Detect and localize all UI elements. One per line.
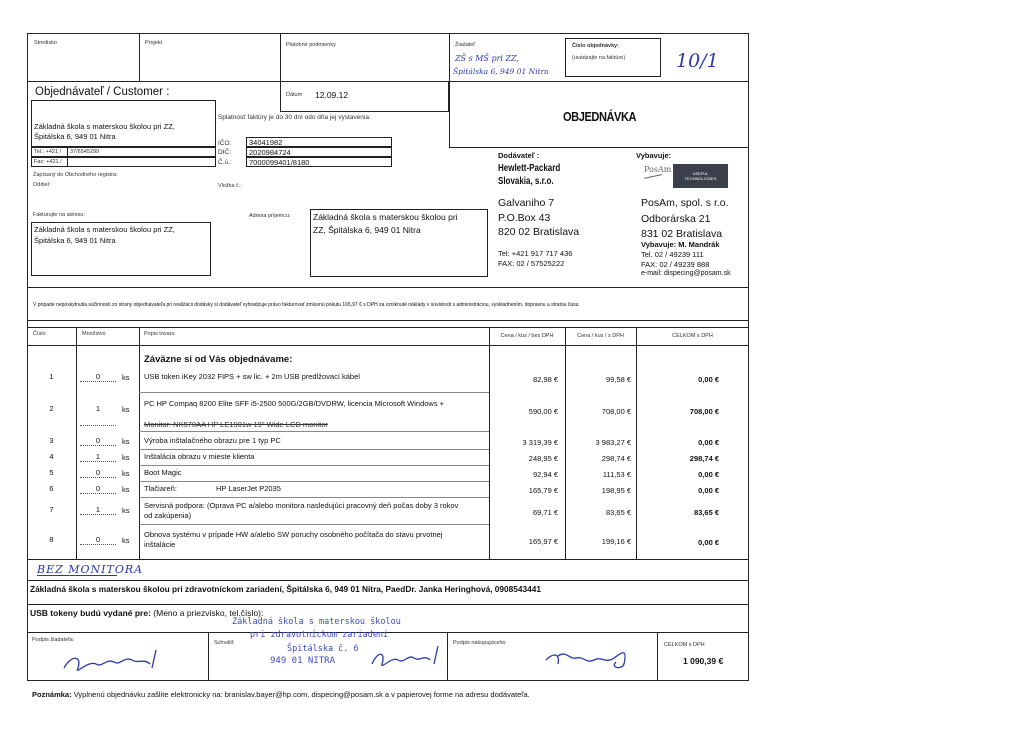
row-divider	[139, 465, 489, 466]
dic-value: 2020984724	[249, 148, 291, 157]
school-contact-line: Základná škola s materskou školou pri zdravotníckom zariadení, Špitálska 6, 949 01 Nitra, PaedDr. Janka Heringhová, 0908543441	[30, 584, 541, 594]
row4-price: 248,95 €	[528, 454, 558, 463]
row8-qty: 0	[80, 535, 116, 545]
recipient-address-line2: ZZ, Špitálska 6, 949 01 Nitra	[313, 225, 421, 235]
penalty-notice: V prípade neposkytnutia súčinnosti zo strany objednávateľa pri realizácii dodávky si dodávateľ vyhradzuje právo fakturovať zmluvnú pokutu 165,97 € s DPH za vzniknuté náklady v súvislosti s administráciou, vyskladnením, dopravou a stratou času.	[33, 302, 580, 308]
badge-line2: TECHNOLOGIES	[684, 176, 717, 181]
row3-number: 3	[49, 436, 54, 445]
row7-price: 69,71 €	[532, 508, 558, 517]
customer-title: Objednávateľ / Customer :	[35, 86, 170, 98]
date-value: 12.09.12	[315, 90, 349, 100]
recipient-address-line1: Základná škola s materskou školou pri	[313, 212, 458, 222]
oddiel-label: Oddiel:	[33, 182, 51, 188]
row2-price: 590,00 €	[528, 407, 558, 416]
cu-label: Č.ú.:	[218, 159, 232, 166]
ico-label: IČO:	[218, 140, 232, 147]
row1-total: 0,00 €	[698, 375, 719, 384]
order-intro: Záväzne si od Vás objednávame:	[144, 354, 293, 365]
row8-number: 8	[49, 535, 54, 544]
row-divider	[139, 392, 489, 393]
row5-unit: ks	[122, 469, 130, 478]
row4-number: 4	[49, 452, 54, 461]
row5-price: 92,94 €	[532, 470, 558, 479]
vybavuje-street: Odborárska 21	[641, 213, 711, 225]
row5-total: 0,00 €	[698, 470, 719, 479]
vlozka-label: Vložka č.:	[218, 183, 242, 189]
platobne-podmienky-label: Platobné podmienky	[286, 42, 336, 48]
vybavuje-company: PosAm, spol. s r.o.	[641, 197, 729, 209]
row8-desc: Obnova systému v prípade HW a/alebo SW poruchy osobného počítača do stavu prvotnej	[144, 530, 443, 539]
row6-total: 0,00 €	[698, 486, 719, 495]
supplier-fax: FAX: 02 / 57525222	[498, 259, 565, 268]
ziadatel-handwritten-name: ZŠ s MŠ pri ZZ,	[455, 54, 520, 63]
total-value: 1 090,39 €	[683, 656, 724, 666]
divider	[27, 320, 749, 321]
order-number-label: Číslo objednávky:	[572, 43, 620, 49]
row3-price: 3 319,39 €	[522, 438, 558, 447]
row7-number: 7	[49, 505, 54, 514]
date-box	[280, 81, 449, 112]
signature-applicant-label: Podpis žiadateľa:	[32, 637, 75, 643]
row-divider	[139, 481, 489, 482]
customer-name-line2: Špitálska 6, 949 01 Nitra	[34, 132, 116, 141]
row2-qty: 1	[95, 404, 101, 413]
row8-desc-line2: inštalácie	[144, 540, 176, 549]
row6-price-vat: 198,95 €	[601, 486, 631, 495]
tel-value: 37/6545299	[70, 149, 100, 155]
divider	[139, 33, 140, 81]
col-header-number: Číslo	[33, 331, 46, 337]
row2-total: 708,00 €	[689, 407, 719, 416]
column-divider	[76, 327, 77, 560]
customer-name-line1: Základná škola s materskou školou pri ZZ,	[34, 122, 175, 131]
stamp-line4: 949 01 NITRA	[270, 656, 336, 666]
applicant-signature-icon	[60, 646, 170, 678]
badge-line1: USEFUL	[692, 171, 709, 176]
row-divider	[139, 497, 489, 498]
row1-unit: ks	[122, 373, 130, 382]
supplier-city: 820 02 Bratislava	[498, 226, 580, 238]
row1-qty: 0	[80, 372, 116, 382]
row5-desc: Boot Magic	[144, 468, 182, 477]
row1-number: 1	[49, 372, 54, 381]
row3-price-vat: 3 983,27 €	[595, 438, 631, 447]
row5-number: 5	[49, 468, 54, 477]
note-text: Vyplnenú objednávku zašlite elektronicky na: branislav.bayer@hp.com, dispecing@posam.sk a v papierovej forme na adresu dodávateľa.	[73, 690, 530, 699]
ico-value: 34041982	[249, 138, 283, 147]
fax-label: Fax: +421 /	[34, 159, 62, 165]
signature-buyer-label: Podpis nakupujúceho	[453, 640, 506, 646]
billing-address-line2: Špitálska 6, 949 01 Nitra	[34, 236, 116, 245]
supplier-pobox: P.O.Box 43	[498, 212, 551, 224]
total-label: CELKOM s DPH	[664, 642, 705, 648]
vybavuje-label: Vybavuje:	[636, 151, 672, 160]
row1-desc: USB token iKey 2032 FIPS + sw lic. + 2m USB predlžovací kábel	[144, 372, 360, 381]
row4-qty: 1	[80, 452, 116, 462]
row8-price-vat: 199,16 €	[601, 537, 631, 546]
row-divider	[139, 431, 489, 432]
order-number-value: 10/1	[676, 50, 719, 72]
handwritten-bez-monitora: BEZ MONITORA	[37, 563, 144, 576]
row8-price: 165,97 €	[528, 537, 558, 546]
row3-qty: 0	[80, 436, 116, 446]
row3-desc: Výroba inštalačného obrazu pre 1 typ PC	[144, 436, 281, 445]
divider	[27, 287, 749, 288]
row1-price-vat: 99,58 €	[605, 375, 631, 384]
register-label: Zapísaný do Obchodného registra:	[33, 172, 118, 178]
usb-tokens-label: USB tokeny budú vydané pre:	[30, 608, 151, 618]
approver-signature-icon	[368, 644, 448, 672]
supplier-name1: Hewlett-Packard	[498, 163, 561, 174]
buyer-signature-icon	[540, 642, 640, 674]
row6-price: 165,79 €	[528, 486, 558, 495]
supplier-street: Galvaniho 7	[498, 197, 555, 209]
projekt-label: Projekt	[145, 40, 163, 46]
row4-total: 298,74 €	[689, 454, 719, 463]
row2-qty-line	[80, 425, 116, 426]
dic-label: DIČ:	[218, 149, 231, 156]
row7-unit: ks	[122, 506, 130, 515]
row7-qty: 1	[80, 505, 116, 515]
divider	[27, 604, 749, 605]
ziadatel-handwritten-address: Špitálska 6, 949 01 Nitra	[453, 67, 549, 76]
row8-total: 0,00 €	[698, 538, 719, 547]
row4-desc: Inštalácia obrazu v mieste klienta	[144, 452, 255, 461]
fakturujte-label: Fakturujte na adresu:	[33, 212, 85, 218]
col-header-qty: Množstvo	[82, 331, 106, 337]
row2-desc-struck: Monitor: NK570AA HP LE1901w 19" Wide LCD monitor	[144, 420, 328, 429]
row7-price-vat: 83,65 €	[605, 508, 631, 517]
supplier-tel: Tel: +421 917 717 436	[498, 249, 573, 258]
stredisko-label: Stredisko	[34, 40, 57, 46]
usb-tokens-hint: (Meno a priezvisko, tel.číslo):	[153, 608, 264, 618]
row1-price: 82,98 €	[532, 375, 558, 384]
row6-unit: ks	[122, 485, 130, 494]
vybavuje-city: 831 02 Bratislava	[641, 228, 723, 240]
row5-qty: 0	[80, 468, 116, 478]
row7-total: 83,65 €	[693, 508, 719, 517]
ziadatel-label: Žiadateľ	[455, 42, 475, 48]
handwritten-underline	[37, 575, 117, 576]
row5-price-vat: 111,53 €	[602, 470, 631, 479]
posam-logo: PosAm	[644, 165, 672, 174]
payment-terms-text: Splatnosť faktúry je do 30 dní odo dňa jej vystavenia.	[218, 114, 371, 121]
row2-number: 2	[49, 404, 54, 413]
stamp-line3: Špitálska č. 6	[287, 644, 359, 654]
vybavuje-fax: FAX: 02 / 49239 888	[641, 260, 710, 269]
col-header-price-vat: Cena / kus / s DPH	[577, 333, 624, 339]
supplier-label: Dodávateľ :	[498, 151, 540, 160]
row4-unit: ks	[122, 453, 130, 462]
signature-approved-label: Schválil:	[214, 640, 235, 646]
vybavuje-email: e-mail: dispecing@posam.sk	[641, 270, 731, 277]
divider	[27, 580, 749, 581]
row7-desc-line2: od zakúpenia)	[144, 511, 192, 520]
note-line	[32, 690, 530, 699]
billing-address-line1: Základná škola s materskou školou pri ZZ,	[34, 225, 175, 234]
row-divider	[139, 524, 489, 525]
useful-technologies-badge	[673, 164, 728, 188]
divider	[449, 33, 450, 81]
table-header-divider	[27, 345, 749, 346]
row6-desc-printer: HP LaserJet P2035	[216, 484, 281, 493]
order-number-hint: (uvádzajte na faktúre)	[572, 55, 626, 61]
stamp-line2: pri zdravotníckom zariadení	[250, 630, 389, 640]
row2-price-vat: 708,00 €	[601, 407, 631, 416]
divider	[280, 33, 281, 81]
divider	[208, 632, 209, 681]
note-label: Poznámka:	[32, 690, 72, 699]
row7-desc: Servisná podpora: (Oprava PC a/alebo monitora nasledujúci pracovný deň počas doby 3 rokov	[144, 501, 459, 510]
row4-price-vat: 298,74 €	[601, 454, 631, 463]
tel-label: Tel.: +421 /	[34, 149, 62, 155]
column-divider	[139, 327, 140, 560]
row8-unit: ks	[122, 536, 130, 545]
usb-tokens-line	[30, 608, 263, 618]
row3-unit: ks	[122, 437, 130, 446]
divider	[657, 632, 658, 681]
row6-qty: 0	[80, 484, 116, 494]
vybavuje-tel: Tel. 02 / 49239 111	[641, 250, 704, 259]
supplier-name2: Slovakia, s.r.o.	[498, 176, 554, 187]
row6-desc: Tlačiareň:	[144, 484, 177, 493]
col-header-total: CELKOM s DPH	[672, 333, 713, 339]
order-title: OBJEDNÁVKA	[563, 109, 637, 124]
col-header-price: Cena / kus / bez DPH	[500, 333, 554, 339]
col-header-desc: Popis tovaru	[144, 331, 175, 337]
recipient-address-label: Adresa príjemcu:	[249, 213, 291, 219]
stamp-line1: Základná škola s materskou školou	[232, 617, 401, 627]
row2-desc: PC HP Compaq 8200 Elite SFF i5-2500 500G/2GB/DVDRW, licencia Microsoft Windows +	[144, 399, 445, 408]
vybavuje-person: Vybavuje: M. Mandrák	[641, 240, 720, 249]
row3-total: 0,00 €	[698, 438, 719, 447]
date-label: Dátum	[286, 92, 303, 98]
row6-number: 6	[49, 484, 54, 493]
row2-unit: ks	[122, 405, 130, 414]
cu-value: 7000099401/8180	[249, 158, 310, 167]
row-divider	[139, 449, 489, 450]
